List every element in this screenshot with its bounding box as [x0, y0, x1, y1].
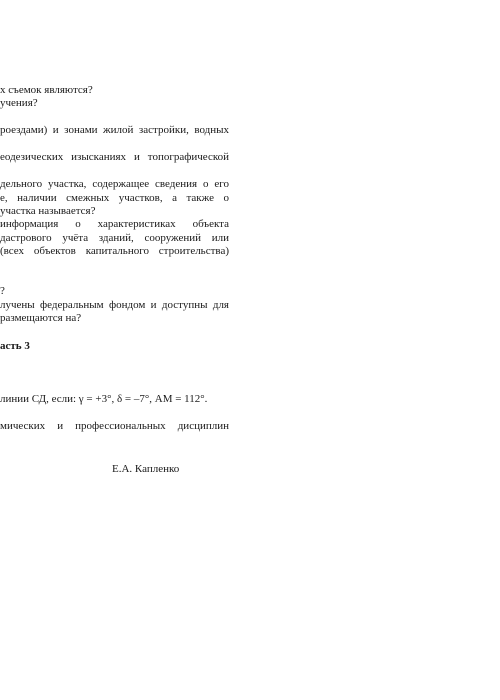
text-line-8: информация о характеристиках объекта — [0, 218, 229, 230]
text-line-11: ? — [0, 285, 5, 297]
text-line-15: линии СД, если: γ = +3°, δ = –7°, АМ = 112°. — [0, 393, 208, 405]
text-line-4: еодезических изысканиях и топографической — [0, 151, 229, 163]
text-line-2: учения? — [0, 97, 38, 109]
section-heading: асть 3 — [0, 340, 30, 352]
text-line-7: участка называется? — [0, 205, 96, 217]
text-line-16: мических и профессиональных дисциплин — [0, 420, 229, 432]
text-line-6: е, наличии смежных участков, а также о — [0, 192, 229, 204]
text-line-1: х съемок являются? — [0, 84, 93, 96]
text-line-12: лучены федеральным фондом и доступны для — [0, 299, 229, 311]
text-line-10: (всех объектов капитального строительства) — [0, 245, 229, 257]
text-line-3: роездами) и зонами жилой застройки, водных — [0, 124, 229, 136]
text-line-5: дельного участка, содержащее сведения о его — [0, 178, 229, 190]
author-signature: Е.А. Капленко — [112, 463, 180, 475]
text-line-9: дастрового учёта зданий, сооружений или — [0, 232, 229, 244]
text-line-13: размещаются на? — [0, 312, 82, 324]
